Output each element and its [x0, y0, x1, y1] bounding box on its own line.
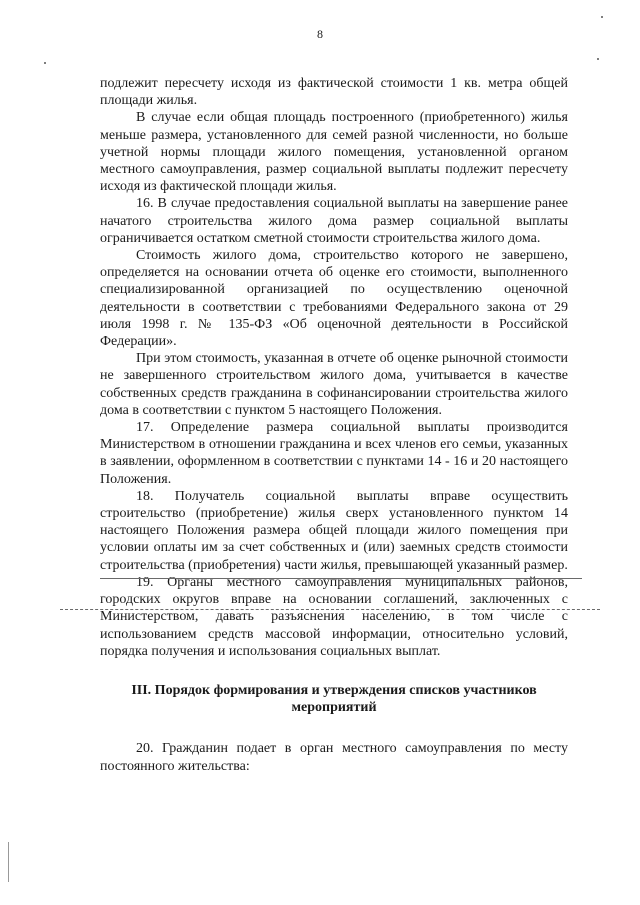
scan-line-top [100, 578, 582, 579]
paragraph-area-recalc: В случае если общая площадь построенного (приобретенного) жилья меньше размера, установленного для семей разной численности, но больше учетной нормы площади жилого помещения, установленной органом местного самоуправления, размер социальной выплаты подлежит пересчету исходя из фактической площади жилья. [100, 110, 568, 195]
paragraph-house-cost: Стоимость жилого дома, строительство которого не завершено, определяется на основании отчета об оценке его стоимости, выполненного специализированной организацией по осуществлению оценочной деятельности в соответствии с требованиями Федерального закона от 29 июля 1998 г. № 135-ФЗ «Об оценочной деятельности в Российской Федерации». [100, 248, 568, 350]
scan-speck [601, 16, 603, 18]
scan-margin-line [8, 842, 9, 882]
section-heading: III. Порядок формирования и утверждения списков участников мероприятий [131, 682, 537, 716]
paragraph-item-17: 17. Определение размера социальной выплаты производится Министерством в отношении гражданина и всех членов его семьи, указанных в заявлении, оформленном в соответствии с пунктами 14 - 16 и 20 настоящего Положения. [100, 420, 568, 487]
scan-line-bottom [60, 609, 600, 610]
paragraph-item-18: 18. Получатель социальной выплаты вправе осуществить строительство (приобретение) жилья сверх установленного пунктом 14 настоящего Положения размера общей площади жилого помещения при условии оплаты им за счет собственных и (или) заемных средств стоимости строительства (приобретения) части жилья, превышающей указанный размер. [100, 488, 568, 573]
document-body [100, 75, 568, 775]
paragraph-appraisal-cost: При этом стоимость, указанная в отчете об оценке рыночной стоимости не завершенного строительством жилого дома, учитывается в качестве собственных средств гражданина в софинансировании строительства жилого дома в соответствии с пунктом 5 настоящего Положения. [100, 351, 568, 418]
paragraph-item-16: 16. В случае предоставления социальной выплаты на завершение ранее начатого строительства жилого дома размер социальной выплаты ограничивается остатком сметной стоимости строительства жилого дома. [100, 196, 568, 246]
paragraph-continuation: подлежит пересчету исходя из фактической стоимости 1 кв. метра общей площади жилья. [100, 76, 568, 109]
paragraph-item-19: 19. Органы местного самоуправления муниципальных районов, городских округов вправе на основании соглашений, заключенных с Министерством, давать разъяснения населению, в том числе с использованием средств массовой информации, относительно условий, порядка получения и использования социальных выплат. [100, 574, 568, 659]
paragraph-item-20: 20. Гражданин подает в орган местного самоуправления по месту постоянного жительства: [100, 741, 568, 774]
scan-speck [44, 62, 46, 64]
page-number: 8 [317, 27, 323, 41]
scan-speck [597, 58, 599, 60]
